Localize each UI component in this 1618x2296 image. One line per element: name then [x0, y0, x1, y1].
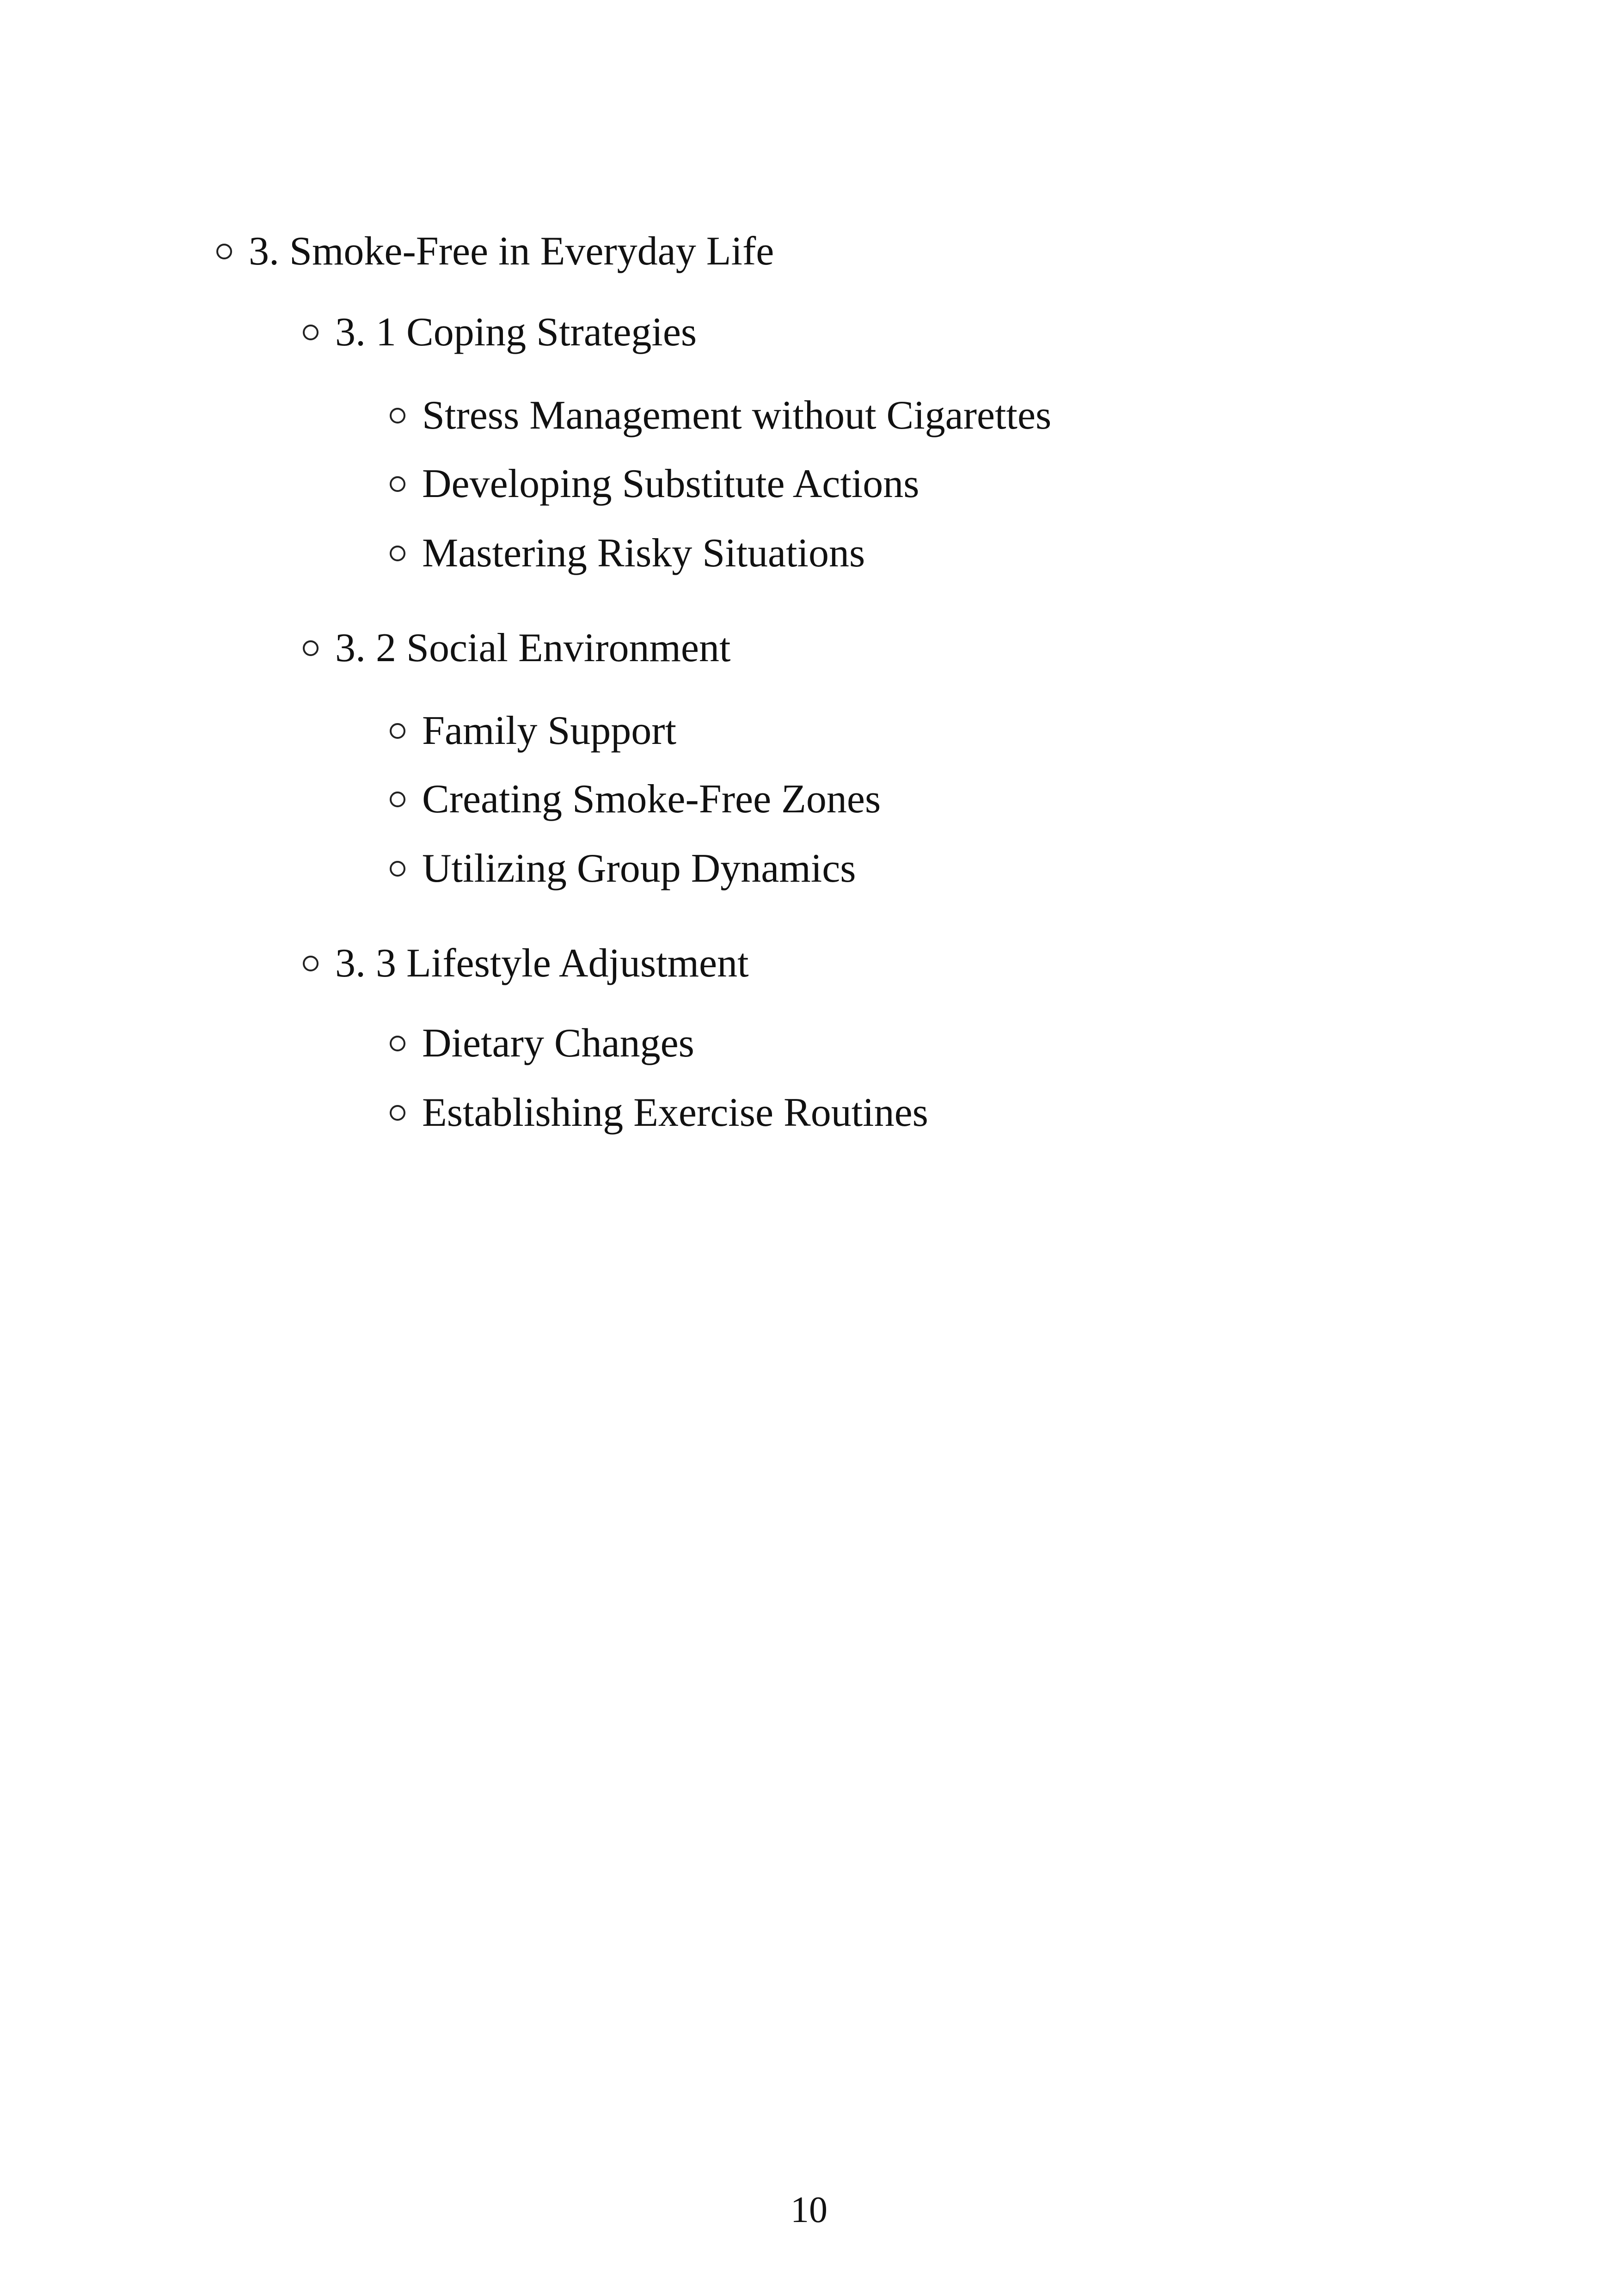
circle-bullet-icon — [303, 640, 319, 656]
circle-bullet-icon — [390, 792, 405, 807]
circle-bullet-icon — [390, 861, 405, 877]
outline-item — [390, 1090, 928, 1135]
item-label: Dietary Changes — [422, 1021, 694, 1066]
outline-item — [390, 533, 865, 574]
outline-subsection — [303, 943, 749, 984]
circle-bullet-icon — [390, 476, 405, 492]
outline-item — [390, 848, 856, 889]
outline-item — [390, 1023, 694, 1064]
item-label: Stress Management without Cigarettes — [422, 393, 1052, 438]
item-label: Mastering Risky Situations — [422, 531, 865, 576]
circle-bullet-icon — [303, 956, 319, 971]
item-label: Developing Substitute Actions — [422, 461, 919, 506]
subsection-title: 3. 1 Coping Strategies — [335, 310, 697, 355]
item-label: Creating Smoke-Free Zones — [422, 777, 881, 822]
item-label: Family Support — [422, 708, 677, 753]
section-title: 3. Smoke-Free in Everyday Life — [249, 229, 774, 274]
circle-bullet-icon — [303, 325, 319, 340]
subsection-title: 3. 3 Lifestyle Adjustment — [335, 941, 749, 986]
circle-bullet-icon — [390, 546, 405, 561]
outline-section — [216, 231, 774, 272]
outline-subsection — [303, 312, 697, 353]
page-number: 10 — [791, 2190, 827, 2230]
outline-subsection — [303, 628, 730, 669]
circle-bullet-icon — [390, 723, 405, 739]
circle-bullet-icon — [390, 408, 405, 424]
subsection-title: 3. 2 Social Environment — [335, 626, 731, 670]
outline-item — [390, 461, 919, 506]
circle-bullet-icon — [216, 244, 232, 259]
outline-item — [390, 395, 1051, 436]
outline-item — [390, 779, 881, 820]
outline-item — [390, 708, 677, 753]
item-label: Establishing Exercise Routines — [422, 1090, 928, 1135]
circle-bullet-icon — [390, 1036, 405, 1051]
item-label: Utilizing Group Dynamics — [422, 846, 856, 891]
circle-bullet-icon — [390, 1105, 405, 1121]
